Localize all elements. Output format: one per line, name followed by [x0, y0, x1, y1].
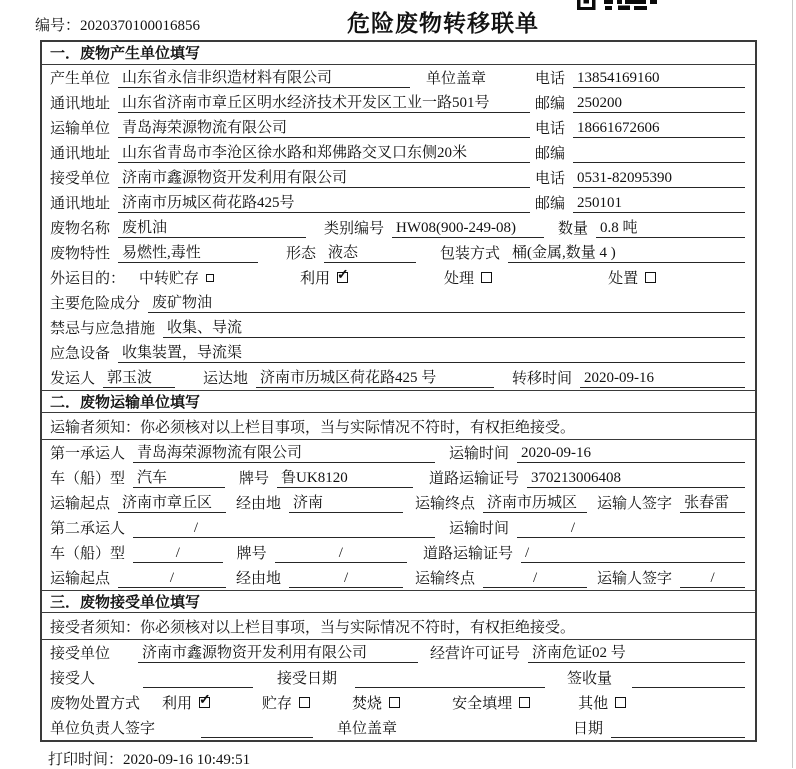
- carrier2-field[interactable]: /: [133, 519, 435, 538]
- end2-label: 运输终点: [415, 571, 476, 587]
- carrier2-label: 第二承运人: [50, 521, 126, 537]
- time2-label: 运输时间: [449, 521, 510, 537]
- amount-field[interactable]: [632, 669, 745, 688]
- person-label: 接受人: [50, 671, 96, 687]
- transporter-notice: 运输者须知：你必须核对以上栏目事项，当与实际情况不符时，有权拒绝接受。: [50, 419, 576, 436]
- qty-label: 数量: [558, 221, 589, 237]
- producer-field[interactable]: 山东省永信非织造材料有限公司: [118, 69, 410, 88]
- zip1-label: 邮编: [535, 96, 566, 112]
- date2-field[interactable]: [611, 719, 745, 738]
- receiver-notice-row: [42, 613, 755, 640]
- permit-label: 经营许可证号: [430, 646, 521, 662]
- print-time: [48, 748, 250, 769]
- via2-label: 经由地: [236, 571, 282, 587]
- producer-row: [42, 65, 755, 90]
- addr1-field[interactable]: 山东省济南市章丘区明水经济技术开发区工业一路501号: [118, 94, 530, 113]
- purpose-label: 外运目的：: [50, 271, 126, 287]
- transporter-field[interactable]: 青岛海荣源物流有限公司: [118, 119, 530, 138]
- waste-name-label: 废物名称: [50, 221, 111, 237]
- waste-character-row: [42, 240, 755, 265]
- origin2-field[interactable]: /: [118, 569, 226, 588]
- checkbox-dispose[interactable]: [645, 272, 656, 283]
- print-time-label: 打印时间：: [48, 752, 124, 768]
- carrier1-label: 第一承运人: [50, 446, 126, 462]
- receiving-unit-field[interactable]: 济南市鑫源物资开发利用有限公司: [138, 644, 418, 663]
- receiver-row: [42, 165, 755, 190]
- checkbox-storage[interactable]: [299, 697, 310, 708]
- phone1-group: [535, 67, 745, 88]
- option-label: 利用: [162, 696, 193, 712]
- qr-code-icon: [577, 0, 657, 12]
- addr3-label: 通讯地址: [50, 196, 111, 212]
- plate2-label: 牌号: [236, 546, 267, 562]
- route1-row: [42, 490, 755, 515]
- route2-row: [42, 565, 755, 590]
- producer-label: 产生单位: [50, 71, 111, 87]
- phone2-field[interactable]: 18661672606: [573, 119, 745, 138]
- category-label: 类别编号: [324, 221, 385, 237]
- option-label: 中转贮存: [139, 271, 200, 287]
- taboo-field[interactable]: 收集、导流: [163, 319, 745, 338]
- option-incinerate: [352, 692, 400, 713]
- character-field[interactable]: 易燃性,毒性: [118, 244, 258, 263]
- transfer-time-label: 转移时间: [512, 371, 573, 387]
- option-disposal-utilize: [162, 692, 210, 713]
- zip2-group: [535, 142, 745, 163]
- option-label: 安全填埋: [452, 696, 513, 712]
- checkbox-landfill[interactable]: [519, 697, 530, 708]
- section3-heading: 三．废物接受单位填写: [42, 590, 755, 613]
- addr2-field[interactable]: 山东省青岛市李沧区徐水路和郑佛路交叉口东侧20米: [118, 144, 530, 163]
- waste-name-field[interactable]: 废机油: [118, 219, 306, 238]
- checkbox-utilize[interactable]: [337, 272, 348, 283]
- zip2-field[interactable]: [573, 144, 745, 163]
- dest-field[interactable]: 济南市历城区荷花路425 号: [256, 369, 494, 388]
- checkbox-incinerate[interactable]: [389, 697, 400, 708]
- time1-field[interactable]: 2020-09-16: [517, 444, 745, 463]
- vehicle1-label: 车（船）型: [50, 471, 126, 487]
- phone3-label: 电话: [535, 171, 566, 187]
- origin1-field[interactable]: 济南市章丘区: [118, 494, 226, 513]
- receiver-address-row: [42, 190, 755, 215]
- character-label: 废物特性: [50, 246, 111, 262]
- via1-label: 经由地: [236, 496, 282, 512]
- vehicle2-field[interactable]: /: [133, 544, 223, 563]
- sign1-field[interactable]: 张春雷: [680, 494, 745, 513]
- hazard-label: 主要危险成分: [50, 296, 141, 312]
- phone1-label: 电话: [535, 71, 566, 87]
- disposal-method-row: [42, 690, 755, 715]
- carrier1-field[interactable]: 青岛海荣源物流有限公司: [133, 444, 435, 463]
- checkbox-transfer-storage[interactable]: [206, 274, 214, 282]
- category-field[interactable]: HW08(900-249-08): [392, 219, 544, 238]
- sender-row: [42, 365, 755, 390]
- hazard-row: [42, 290, 755, 315]
- transporter-notice-row: [42, 413, 755, 440]
- vehicle1-row: [42, 465, 755, 490]
- origin1-label: 运输起点: [50, 496, 111, 512]
- purpose-row: [42, 265, 755, 290]
- zip1-group: [535, 92, 745, 113]
- receiver-label: 接受单位: [50, 171, 111, 187]
- sender-label: 发运人: [50, 371, 96, 387]
- plate1-label: 牌号: [239, 471, 270, 487]
- transporter-label: 运输单位: [50, 121, 111, 137]
- disposal-label: 废物处置方式: [50, 696, 141, 712]
- transfer-time-field[interactable]: 2020-09-16: [580, 369, 745, 388]
- transporter-address-row: [42, 140, 755, 165]
- first-carrier-row: [42, 440, 755, 465]
- sign2-field[interactable]: /: [680, 569, 745, 588]
- equip-field[interactable]: 收集装置，导流渠: [118, 344, 745, 363]
- page-title: 危险废物转移联单: [347, 10, 539, 36]
- option-transfer-storage: [139, 267, 214, 288]
- option-storage: [262, 692, 310, 713]
- origin2-label: 运输起点: [50, 571, 111, 587]
- addr3-field[interactable]: 济南市历城区荷花路425号: [118, 194, 530, 213]
- serial-label: 编号：: [35, 18, 81, 34]
- receive-date-label: 接受日期: [277, 671, 338, 687]
- license2-field[interactable]: /: [521, 544, 745, 563]
- vehicle2-label: 车（船）型: [50, 546, 126, 562]
- phone2-label: 电话: [535, 121, 566, 137]
- receiving-person-row: [42, 665, 755, 690]
- person-field[interactable]: [143, 669, 253, 688]
- receiving-unit-row: [42, 640, 755, 665]
- producer-address-row: [42, 90, 755, 115]
- section1-heading: 一．废物产生单位填写: [42, 42, 755, 65]
- receiving-unit-label: 接受单位: [50, 646, 111, 662]
- option-label: 贮存: [262, 696, 293, 712]
- license1-label: 道路运输证号: [429, 471, 520, 487]
- form-label: 形态: [286, 246, 317, 262]
- head-signature-row: [42, 715, 755, 740]
- phone3-field[interactable]: 0531-82095390: [573, 169, 745, 188]
- receiver-notice: 接受者须知：你必须核对以上栏目事项，当与实际情况不符时，有权拒绝接受。: [50, 619, 576, 636]
- option-label: 处置: [608, 271, 639, 287]
- waste-name-row: [42, 215, 755, 240]
- sign2-label: 运输人签字: [597, 571, 673, 587]
- head-sign-label: 单位负责人签字: [50, 721, 156, 737]
- checkbox-other[interactable]: [615, 697, 626, 708]
- qty-field[interactable]: 0.8 吨: [596, 219, 745, 238]
- time1-label: 运输时间: [449, 446, 510, 462]
- option-utilize: [300, 267, 348, 288]
- packing-field[interactable]: 桶(金属,数量 4 ): [508, 244, 745, 263]
- addr1-label: 通讯地址: [50, 96, 111, 112]
- taboo-label: 禁忌与应急措施: [50, 321, 156, 337]
- license2-label: 道路运输证号: [422, 546, 513, 562]
- amount-label: 签收量: [567, 671, 613, 687]
- zip3-group: [535, 192, 745, 213]
- option-label: 处理: [444, 271, 475, 287]
- phone3-group: [535, 167, 745, 188]
- receive-date-field[interactable]: [355, 669, 545, 688]
- hazard-field[interactable]: 废矿物油: [148, 294, 745, 313]
- unit-seal2-label: 单位盖章: [337, 721, 398, 737]
- taboo-row: [42, 315, 755, 340]
- option-treat: [444, 267, 492, 288]
- option-dispose: [608, 267, 656, 288]
- zip3-field[interactable]: 250101: [573, 194, 745, 213]
- checkbox-treat[interactable]: [481, 272, 492, 283]
- option-other: [578, 692, 626, 713]
- unit-seal-label: 单位盖章: [426, 71, 487, 87]
- permit-field[interactable]: 济南危证02 号: [528, 644, 745, 663]
- option-landfill: [452, 692, 530, 713]
- section2-heading: 二．废物运输单位填写: [42, 390, 755, 413]
- option-label: 焚烧: [352, 696, 383, 712]
- packing-label: 包装方式: [440, 246, 501, 262]
- receiver-field[interactable]: 济南市鑫源物资开发利用有限公司: [118, 169, 530, 188]
- time2-field[interactable]: /: [517, 519, 745, 538]
- emergency-equipment-row: [42, 340, 755, 365]
- via1-field[interactable]: 济南: [289, 494, 403, 513]
- vehicle1-field[interactable]: 汽车: [133, 469, 225, 488]
- zip2-label: 邮编: [535, 146, 566, 162]
- addr2-label: 通讯地址: [50, 146, 111, 162]
- license1-field[interactable]: 370213006408: [527, 469, 745, 488]
- print-time-value: 2020-09-16 10:49:51: [123, 752, 251, 768]
- sender-field[interactable]: 郭玉波: [103, 369, 175, 388]
- sign1-label: 运输人签字: [597, 496, 673, 512]
- form-field[interactable]: 液态: [324, 244, 416, 263]
- phone1-field[interactable]: 13854169160: [573, 69, 745, 88]
- plate2-field[interactable]: /: [275, 544, 407, 563]
- zip1-field[interactable]: 250200: [573, 94, 745, 113]
- head-sign-field[interactable]: [201, 719, 313, 738]
- end1-label: 运输终点: [415, 496, 476, 512]
- equip-label: 应急设备: [50, 346, 111, 362]
- dest-label: 运达地: [203, 371, 249, 387]
- end2-field[interactable]: /: [483, 569, 587, 588]
- option-label: 利用: [300, 271, 331, 287]
- scan-edge-line: [792, 0, 793, 768]
- date2-label: 日期: [573, 721, 604, 737]
- serial-value: 2020370100016856: [80, 18, 201, 34]
- transfer-form: [40, 40, 757, 742]
- vehicle2-row: [42, 540, 755, 565]
- zip3-label: 邮编: [535, 196, 566, 212]
- second-carrier-row: [42, 515, 755, 540]
- plate1-field[interactable]: 鲁UK8120: [277, 469, 413, 488]
- option-label: 其他: [578, 696, 609, 712]
- via2-field[interactable]: /: [289, 569, 403, 588]
- checkbox-disposal-utilize[interactable]: [199, 697, 210, 708]
- end1-field[interactable]: 济南市历城区: [483, 494, 587, 513]
- transporter-row: [42, 115, 755, 140]
- phone2-group: [535, 117, 745, 138]
